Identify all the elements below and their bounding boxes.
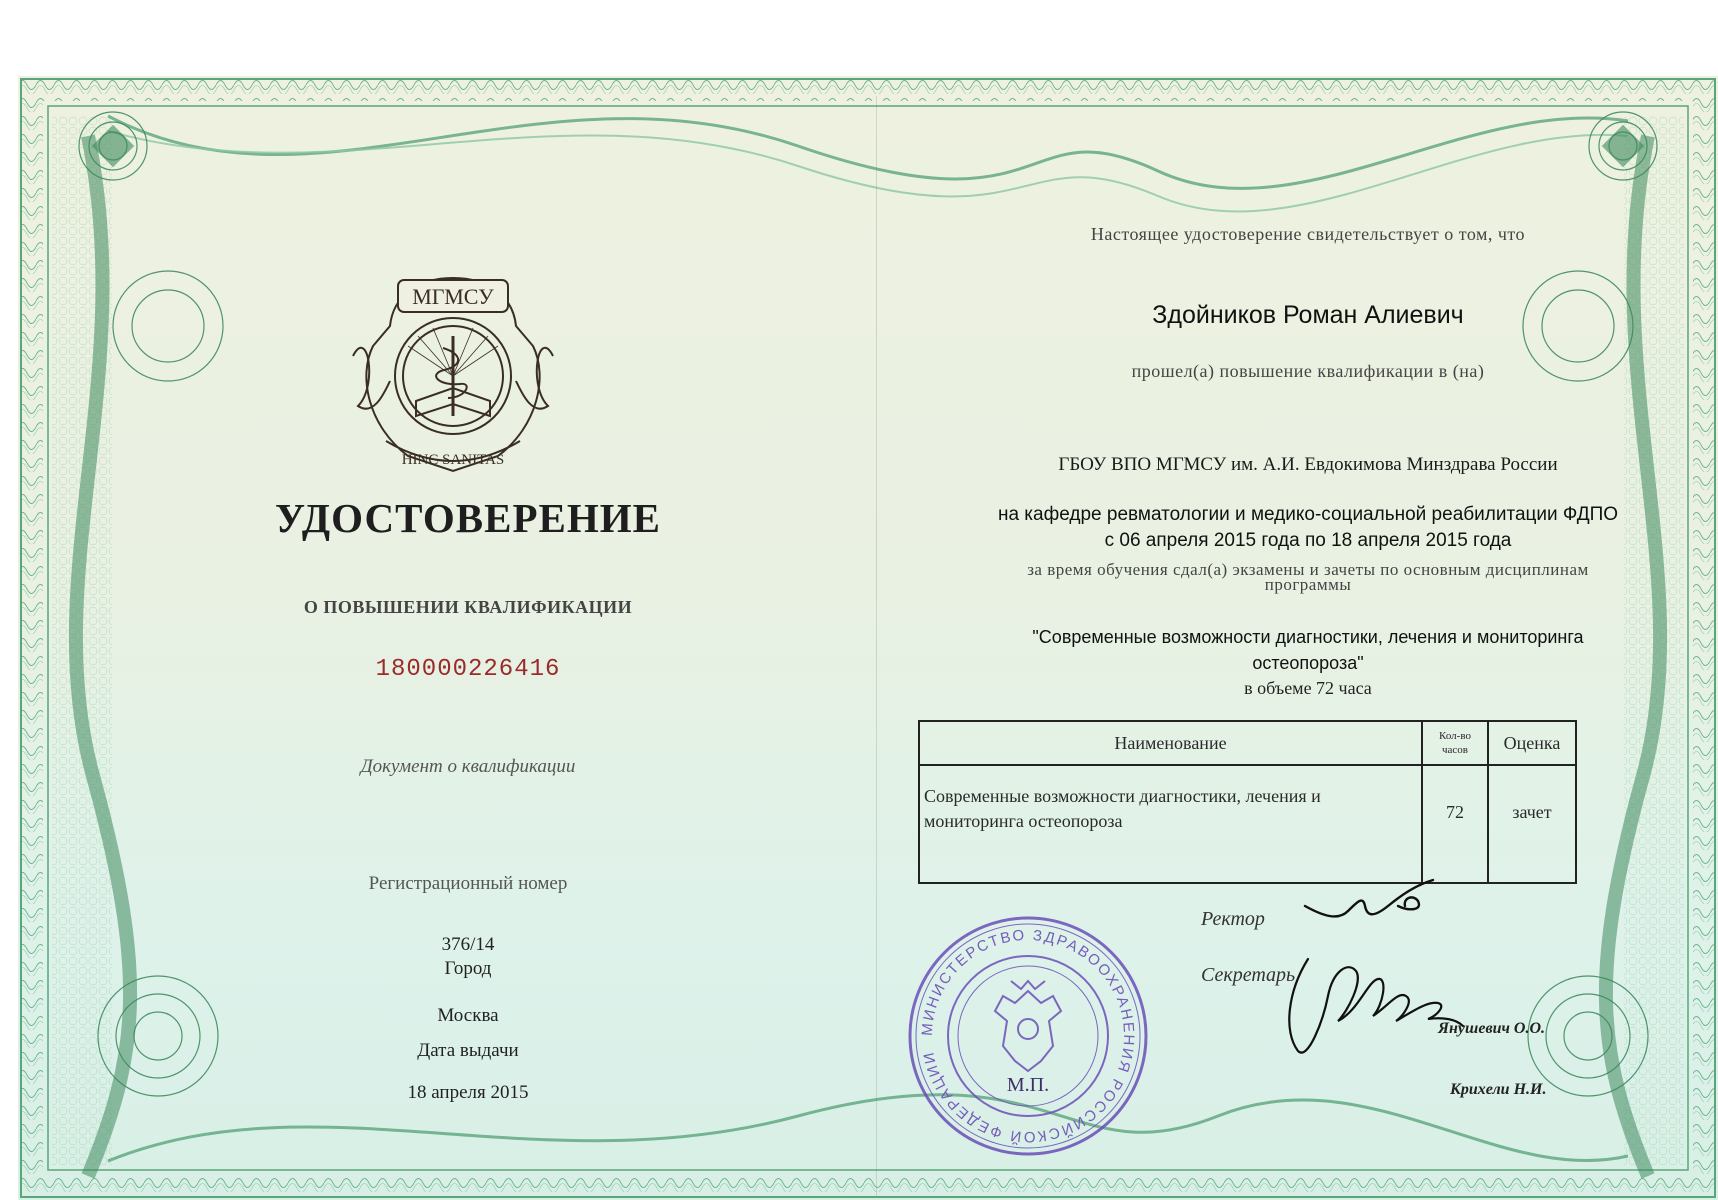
passed-text: прошел(а) повышение квалификации в (на) xyxy=(1131,361,1485,381)
certificate-sheet xyxy=(18,76,1718,1200)
disciplines-table xyxy=(918,720,1577,884)
program-line-1: "Современные возможности диагностики, лечения и мониторинга xyxy=(1032,627,1584,647)
svg-text:МИНИСТЕРСТВО ЗДРАВООХРАНЕНИЯ Р xyxy=(919,927,1137,1146)
registration-number: 376/14 xyxy=(441,934,495,955)
program-title xyxy=(948,624,1668,676)
university-emblem xyxy=(338,266,568,481)
emblem-bottom-text: HINC SANITAS xyxy=(401,452,505,468)
header-name: Наименование xyxy=(919,721,1422,765)
exams-line-1: за время обучения сдал(а) экзамены и зачеты по основным дисциплинам xyxy=(1027,560,1589,579)
discipline-name-line-2: мониторинга остеопороза xyxy=(924,811,1123,831)
rector-signature xyxy=(1303,876,1463,936)
discipline-hours: 72 xyxy=(1422,765,1488,883)
stamp-mp-text: М.П. xyxy=(1006,1074,1050,1096)
issue-date-label: Дата выдачи xyxy=(417,1040,519,1061)
header-hours-line-2: часов xyxy=(1442,744,1468,756)
table-row xyxy=(919,765,1576,883)
department-name: на кафедре ревматологии и медико-социальной реабилитации ФДПО xyxy=(997,504,1619,525)
header-hours-line-1: Кол-во xyxy=(1439,730,1471,742)
emblem-top-text: МГМСУ xyxy=(412,284,494,309)
secretary-signature xyxy=(1278,951,1468,1061)
page-fold xyxy=(876,96,877,1196)
city-value: Москва xyxy=(437,1005,499,1026)
serial-number: 180000226416 xyxy=(375,656,561,683)
city-label: Город xyxy=(444,958,492,979)
secretary-name: Крихели Н.И. xyxy=(1450,1081,1547,1098)
table-header-row xyxy=(919,721,1576,765)
program-volume: в объеме 72 часа xyxy=(1244,678,1372,698)
discipline-name xyxy=(919,765,1422,883)
header-hours xyxy=(1422,721,1488,765)
rector-label: Ректор xyxy=(1201,908,1265,930)
discipline-name-line-1: Современные возможности диагностики, лечения и xyxy=(924,786,1321,806)
stamp-ring-text: МИНИСТЕРСТВО ЗДРАВООХРАНЕНИЯ РОССИЙСКОЙ ФЕДЕРАЦИИ xyxy=(918,926,1138,1146)
exams-text xyxy=(948,562,1668,592)
registration-label: Регистрационный номер xyxy=(368,873,568,894)
secretary-label: Секретарь xyxy=(1201,964,1296,986)
rector-name: Янушевич О.О. xyxy=(1438,1020,1545,1037)
document-kind: Документ о квалификации xyxy=(360,756,576,777)
document-subtitle: О ПОВЫШЕНИИ КВАЛИФИКАЦИИ xyxy=(303,597,633,617)
exams-line-2: программы xyxy=(1264,575,1352,594)
training-dates: с 06 апреля 2015 года по 18 апреля 2015 года xyxy=(1104,530,1512,551)
institution-name: ГБОУ ВПО МГМСУ им. А.И. Евдокимова Минздрава России xyxy=(1058,454,1558,475)
discipline-grade: зачет xyxy=(1488,765,1576,883)
person-name: Здойников Роман Алиевич xyxy=(1152,301,1464,329)
official-stamp xyxy=(903,911,1153,1161)
header-grade: Оценка xyxy=(1488,721,1576,765)
document-title: УДОСТОВЕРЕНИЕ xyxy=(274,495,662,541)
program-line-2: остеопороза" xyxy=(1252,653,1364,673)
issue-date: 18 апреля 2015 xyxy=(407,1082,529,1103)
intro-text: Настоящее удостоверение свидетельствует о том, что xyxy=(1090,224,1526,244)
